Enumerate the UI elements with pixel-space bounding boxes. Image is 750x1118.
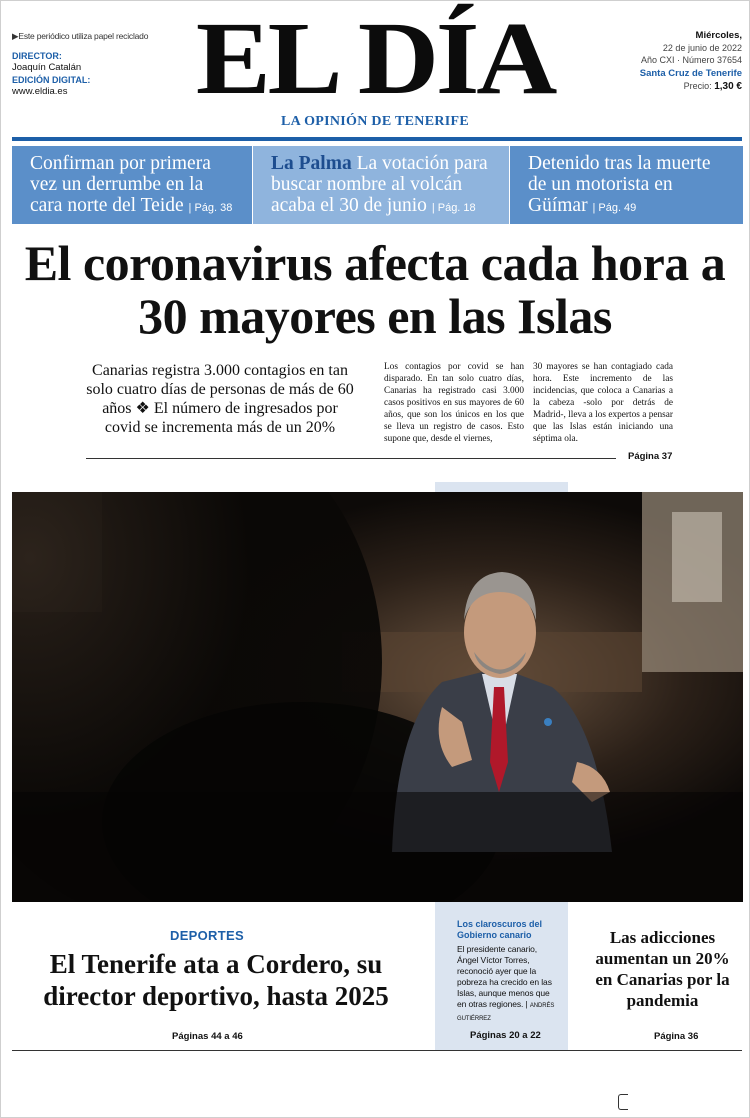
- barcode-mark-icon: [618, 1094, 628, 1110]
- lead-body-col-1: Los contagios por covid se han disparado. En tan solo cuatro días, Canarias ha registrado casi 3.000 casos positivos en sus mayores de 60 años, que son los únicos en los que se lleva un registro de casos. Esto supone que, desde el viernes,: [384, 362, 524, 444]
- sidebar-title: Los claroscuros del Gobierno canario: [457, 919, 543, 940]
- masthead-left-info: [12, 30, 192, 98]
- newspaper-subtitle: LA OPINIÓN DE TENERIFE: [281, 114, 469, 129]
- newspaper-logo: EL DÍA: [195, 1, 555, 116]
- director-label: DIRECTOR:: [12, 51, 62, 61]
- issue-date: 22 de junio de 2022: [662, 43, 742, 53]
- photo-credit: ANDRÉS GUTIÉRREZ: [457, 1003, 555, 1022]
- government-sidebar[interactable]: [435, 902, 568, 1050]
- bottom-rule: [12, 1050, 742, 1051]
- masthead-right-info: [582, 30, 742, 93]
- recycled-paper-note: ▶Este periódico utiliza papel reciclado: [12, 31, 149, 41]
- digital-edition-label: EDICIÓN DIGITAL:: [12, 75, 91, 85]
- addictions-page-ref: Página 36: [654, 1031, 699, 1042]
- addictions-headline[interactable]: Las adicciones aumentan un 20% en Canarias por la pandemia: [595, 928, 730, 1010]
- teaser-guimar[interactable]: Detenido tras la muerte de un motorista en Güímar | Pág. 49: [510, 146, 743, 224]
- teaser-la-palma[interactable]: La Palma La votación para buscar nombre al volcán acaba el 30 de junio | Pág. 18: [253, 146, 509, 224]
- photo-top-band: [435, 482, 568, 492]
- sports-headline[interactable]: El Tenerife ata a Cordero, su director deportivo, hasta 2025: [43, 949, 389, 1011]
- lead-body-col-2: 30 mayores se han contagiado cada hora. Este incremento de las incidencias, que coloca a Canarias a la cabeza -solo por detrás de Madrid-, lleva a los expertos a pensar que las Islas están iniciando una séptima ola.: [533, 362, 673, 444]
- section-label-sports: DEPORTES: [170, 928, 244, 943]
- price: Precio: 1,30 €: [683, 81, 742, 92]
- city: Santa Cruz de Tenerife: [639, 68, 742, 79]
- lead-photo: [12, 492, 743, 902]
- sports-page-ref: Páginas 44 a 46: [172, 1031, 243, 1042]
- lead-headline[interactable]: El coronavirus afecta cada hora a 30 mayores en las Islas: [24, 235, 726, 344]
- sidebar-page-ref: Páginas 20 a 22: [470, 1030, 541, 1041]
- lead-page-ref: Página 37: [628, 451, 673, 462]
- weekday: Miércoles,: [695, 30, 742, 41]
- masthead-rule: [12, 137, 742, 141]
- teaser-tag: La Palma: [271, 153, 352, 174]
- teaser-teide[interactable]: Confirman por primera vez un derrumbe en la cara norte del Teide | Pág. 38: [12, 146, 252, 224]
- lead-deck: Canarias registra 3.000 contagios en tan solo cuatro días de personas de más de 60 años ❖ El número de ingresados por covid se incrementa más de un 20%: [86, 362, 354, 436]
- website-link[interactable]: www.eldia.es: [12, 86, 68, 97]
- sidebar-body: El presidente canario, Ángel Víctor Torres, reconoció ayer que la pobreza ha crecido en las Islas, aunque menos que en otras regiones. | ANDRÉS GUTIÉRREZ: [457, 944, 555, 1022]
- issue-number: Año CXI · Número 37654: [640, 55, 742, 65]
- politician-photo: [12, 492, 743, 902]
- lead-rule: [86, 458, 616, 459]
- director-name: Joaquín Catalán: [12, 62, 82, 73]
